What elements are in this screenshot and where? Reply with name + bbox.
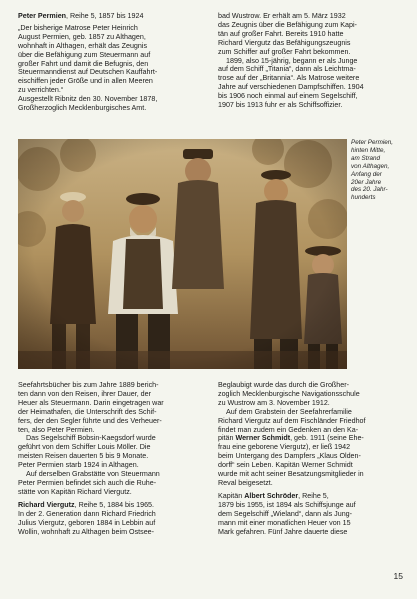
paragraph-albert-schroeder: Kapitän Albert Schröder, Reihe 5, 1879 bis 1955, ist 1894 als Schiffsjunge auf dem Segelschiff „Wieland“, dann als Jung- mann mit einer monatlichen Heuer von 15 Mark gefahren. Fünf Jahre dauerte diese xyxy=(218,491,356,536)
paragraph: bad Wustrow. Er erhält am 5. März 1932 das Zeugnis über die Befähigung zum Kapi- tän auf großer Fahrt. Bereits 1910 hatte Richard Viergutz das Befähigungszeugnis zum Schiffer auf großer Fahrt bekommen. xyxy=(218,12,357,56)
paragraph: 1899, also 15-jährig, begann er als Junge auf dem Schiff „Titania“, dann als Leichtma- trose auf der „Britannia“. Als Matrose weitere Jahre auf verschiedenen Dampfschiffen. 1904 bis 1906 noch einmal auf einem Segelschiff, 1907 bis 1913 fuhr er als Schiffsoffizier. xyxy=(218,56,364,110)
paragraph: Das Segelschiff Bobsin-Kaegsdorf wurde geführt von dem Schiffer Louis Möller. Die meisten Reisen dauerten 5 bis 9 Monate. Peter Permien starb 1924 in Althagen. xyxy=(18,434,156,470)
page-number: 15 xyxy=(393,571,403,581)
paragraph: In der 2. Generation dann Richard Friedrich Julius Viergutz, geboren 1884 in Lebbin auf Wollin, wohnhaft zu Althagen beim Ostsee- xyxy=(18,509,156,536)
paragraph: Auf derselben Grabstätte von Steuermann Peter Permien befindet sich auch die Ruhe- stätte von Kapitän Richard Viergutz. xyxy=(18,470,160,496)
top-left-column xyxy=(18,12,208,113)
photo-caption: Peter Permien, hinten Mitte, am Strand von Althagen, Anfang der 20er Jahre des 20. Jahr- hunderts xyxy=(351,139,393,202)
paragraph: Beglaubigt wurde das durch die Großher- zoglich Mecklenburgische Navigationsschule zu Wustrow am 3. November 1912. xyxy=(218,381,360,407)
top-right-column xyxy=(218,12,402,110)
sailors-group-illustration xyxy=(18,139,347,369)
heading-peter-permien: Peter Permien, Reihe 5, 1857 bis 1924 xyxy=(18,12,144,20)
quote-certificate: „Der bisherige Matrose Peter Heinrich August Permien, geb. 1857 zu Althagen, wohnhaft in Althagen, erhält das Zeugnis über die Befähigung zum Steuermann auf großer Fahrt und damit die Befugnis, den Steuermanndienst auf Deutschen Kauffahrt- eischiffen jeder Größe und in allen Meeren zu verrichten.“ Ausgestellt Ribnitz den 30. November 1878, Großherzoglich Mecklenburgisches Amt. xyxy=(18,23,158,113)
historic-photo xyxy=(18,139,347,369)
bottom-right-column xyxy=(218,381,402,536)
paragraph: Auf dem Grabstein der Seefahrerfamilie Richard Viergutz auf dem Fischländer Friedhof findet man zudem ein Gedenken an den Ka- pitän Werner Schmidt, geb. 1911 (seine Ehe- frau eine geborene Viergutz), er ließ 1942 beim Untergang des Dampfers „Klaus Olden- dorff“ sein Leben. Kapitän Werner Schmidt wurde mit acht seiner Besatzungsmitglieder in Reval beigesetzt. xyxy=(218,408,402,488)
paragraph: Seefahrtsbücher bis zum Jahre 1889 berich- ten dann von den Reisen, ihrer Dauer, der Heuer als Steuermann. Darin eingetragen war der Heimathafen, die Unterschrift des Schif- fers, der den Segler führte und des Verheuer- ten, also Peter Permien. xyxy=(18,381,164,434)
werner-schmidt-line: pitän Werner Schmidt, geb. 1911 (seine Ehe- xyxy=(218,434,364,443)
bottom-left-column xyxy=(18,381,208,536)
heading-richard-viergutz: Richard Viergutz, Reihe 5, 1884 bis 1965. xyxy=(18,500,155,509)
